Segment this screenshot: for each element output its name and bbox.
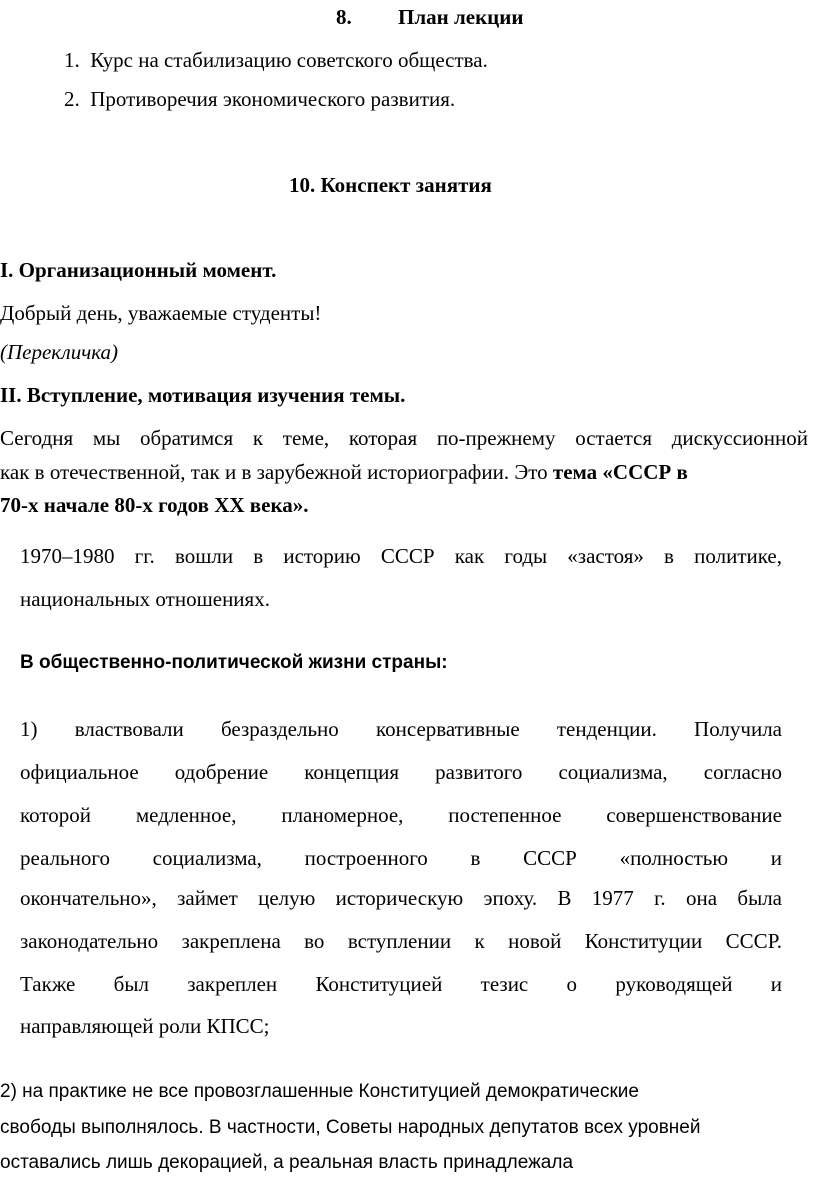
paragraph-2-line: которой медленное, планомерное, постепенное совершенствование <box>20 803 782 827</box>
intro-line-2 <box>0 462 688 483</box>
plan-item-number: 2. <box>64 87 80 111</box>
plan-heading <box>336 7 523 28</box>
paragraph-2-last-line: направляющей роли КПСС; <box>20 1014 270 1038</box>
topic-title-part-1: тема «СССР в <box>552 460 688 484</box>
section-1-title: I. Организационный момент. <box>0 258 277 282</box>
paragraph-2-line: официальное одобрение концепция развитого социализма, согласно <box>20 760 782 784</box>
paragraph-3-line: 2) на практике не все провозглашенные Конституцией демократические <box>0 1081 639 1102</box>
plan-number: 8. <box>336 5 352 29</box>
rollcall-note: (Перекличка) <box>0 340 119 364</box>
topic-title-part-2: 70-х начале 80-х годов XX века». <box>0 493 309 517</box>
stagnation-line-1: 1970–1980 гг. вошли в историю СССР как годы «застоя» в политике, <box>20 544 782 568</box>
paragraph-2-line: реального социализма, построенного в СССР «полностью и <box>20 846 782 870</box>
paragraph-2-line: законодательно закреплена во вступлении к новой Конституции СССР. <box>20 929 782 953</box>
greeting-text: Добрый день, уважаемые студенты! <box>0 301 322 325</box>
plan-item-1 <box>64 50 488 71</box>
paragraph-3-line: свободы выполнялось. В частности, Советы народных депутатов всех уровней <box>0 1117 701 1138</box>
plan-item-text: Курс на стабилизацию советского общества. <box>90 48 488 72</box>
plan-title: План лекции <box>398 5 524 29</box>
paragraph-3-line: оставались лишь декорацией, а реальная власть принадлежала <box>0 1152 574 1173</box>
section-2-title: II. Вступление, мотивация изучения темы. <box>0 383 406 407</box>
political-life-subheading: В общественно-политической жизни страны: <box>20 652 448 673</box>
paragraph-2-line: окончательно», займет целую историческую эпоху. В 1977 г. она была <box>20 886 782 910</box>
intro-line-1: Сегодня мы обратимся к теме, которая по-прежнему остается дискуссионной <box>0 426 808 450</box>
stagnation-line-2: национальных отношениях. <box>20 587 270 611</box>
paragraph-2-line: 1) властвовали безраздельно консервативные тенденции. Получила <box>20 717 782 741</box>
plan-item-2 <box>64 89 455 110</box>
intro-line-2-text: как в отечественной, так и в зарубежной историографии. Это <box>0 460 553 484</box>
plan-item-text: Противоречия экономического развития. <box>90 87 456 111</box>
plan-item-number: 1. <box>64 48 80 72</box>
paragraph-2-line: Также был закреплен Конституцией тезис о руководящей и <box>20 972 782 996</box>
summary-title: 10. Конспект занятия <box>289 173 492 197</box>
